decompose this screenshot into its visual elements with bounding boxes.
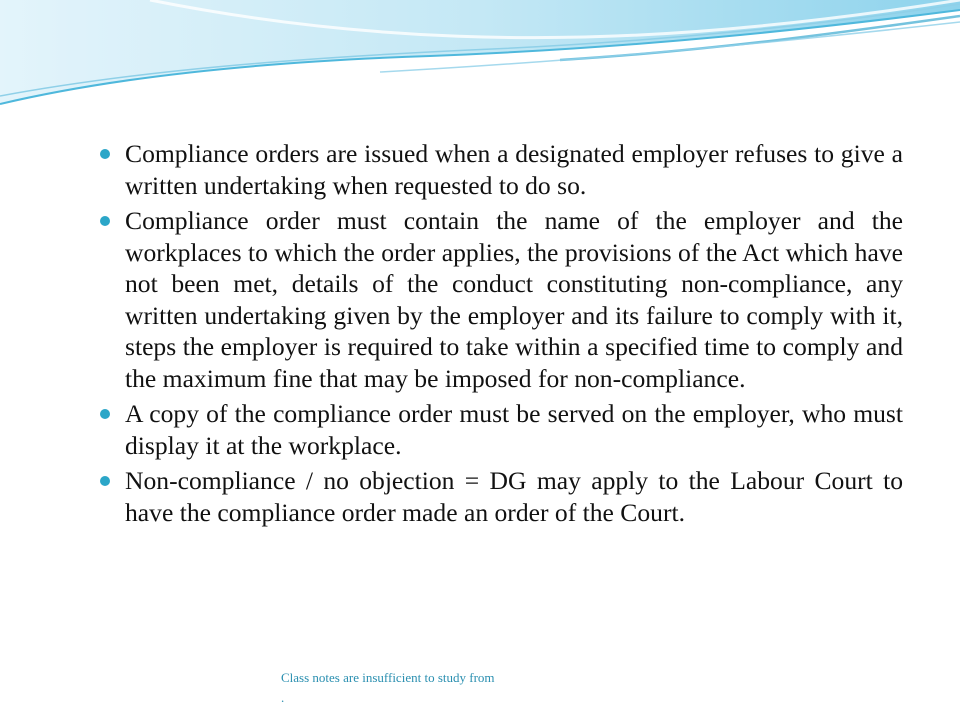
footer-note-line1: Class notes are insufficient to study from: [281, 670, 495, 685]
header-wave-decoration: [0, 0, 960, 120]
bullet-text: A copy of the compliance order must be served on the employer, who must display it at the workplace.: [125, 399, 903, 460]
bullet-dot-icon: [100, 149, 110, 159]
bullet-dot-icon: [100, 476, 110, 486]
bullet-text: Compliance order must contain the name of the employer and the workplaces to which the order applies, the provisions of the Act which have not been met, details of the conduct constituting non-compliance, any written undertaking given by the employer and its failure to comply with it, steps the employer is required to take within a specified time to comply and the maximum fine that may be imposed for non-compliance.: [125, 206, 903, 393]
bullet-item: [100, 205, 903, 394]
slide-content: [100, 138, 903, 532]
bullet-item: [100, 138, 903, 201]
footer-note: [281, 668, 495, 708]
bullet-item: [100, 465, 903, 528]
bullet-text: Compliance orders are issued when a designated employer refuses to give a written undertaking when requested to do so.: [125, 139, 903, 200]
bullet-text: Non-compliance / no objection = DG may apply to the Labour Court to have the compliance order made an order of the Court.: [125, 466, 903, 527]
bullet-dot-icon: [100, 409, 110, 419]
bullet-dot-icon: [100, 216, 110, 226]
bullet-list: [100, 138, 903, 528]
footer-note-line2: .: [281, 690, 285, 705]
bullet-item: [100, 398, 903, 461]
